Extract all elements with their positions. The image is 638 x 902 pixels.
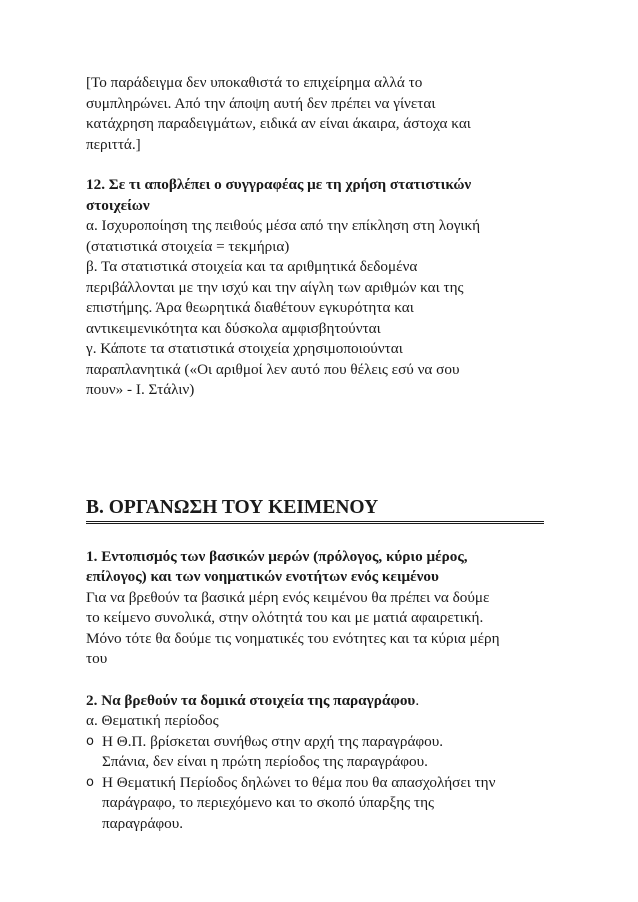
text-line: πουν» - Ι. Στάλιν) — [86, 381, 195, 398]
question-12-title: στοιχείων — [86, 196, 150, 214]
text-line: περιττά.] — [86, 135, 141, 153]
list-item-continuation: παραγράφου. — [102, 814, 184, 832]
list-item-text: Η Θ.Π. βρίσκεται συνήθως στην αρχή της παραγράφου. — [102, 732, 444, 750]
bullet-marker: o — [86, 774, 94, 790]
text-line: Για να βρεθούν τα βασικά μέρη ενός κειμένου θα πρέπει να δούμε — [86, 588, 490, 606]
section-heading: Β. ΟΡΓΑΝΩΣΗ ΤΟΥ ΚΕΙΜΕΝΟΥ — [86, 496, 379, 518]
text-line: (στατιστικά στοιχεία = τεκμήρια) — [86, 237, 290, 255]
list-item — [86, 732, 556, 753]
list-item-continuation: παράγραφο, το περιεχόμενο και το σκοπό ύπαρξης της — [102, 794, 435, 811]
section-heading-block — [86, 496, 556, 526]
question-12-title: 12. Σε τι αποβλέπει ο συγγραφέας με τη χρήση στατιστικών — [86, 176, 472, 193]
text-line: το κείμενο συνολικά, στην ολότητά του και με ματιά αφαιρετική. — [86, 609, 484, 626]
item-1-title: επίλογος) και των νοηματικών ενοτήτων ενός κειμένου — [86, 568, 439, 585]
text-line: Μόνο τότε θα δούμε τις νοηματικές του ενότητες και τα κύρια μέρη — [86, 629, 500, 647]
bullet-list — [86, 732, 556, 835]
text-line: γ. Κάποτε τα στατιστικά στοιχεία χρησιμοποιούνται — [86, 340, 403, 357]
text-line: του — [86, 650, 108, 667]
item-1-title: 1. Εντοπισμός των βασικών μερών (πρόλογος, κύριο μέρος, — [86, 547, 468, 565]
document-page — [86, 73, 556, 834]
item-2 — [86, 691, 556, 835]
item-2-title: 2. Να βρεθούν τα δομικά στοιχεία της παραγράφου — [86, 691, 416, 709]
list-item — [86, 773, 556, 794]
question-12 — [86, 175, 556, 401]
list-item-continuation: Σπάνια, δεν είναι η πρώτη περίοδος της παραγράφου. — [102, 753, 428, 770]
text-line: αντικειμενικότητα και δύσκολα αμφισβητούνται — [86, 319, 381, 337]
item-2-title-suffix: . — [415, 691, 420, 709]
text-line: παραπλανητικά («Οι αριθμοί λεν αυτό που θέλεις εσύ να σου — [86, 360, 460, 378]
item-2-title-line — [86, 691, 556, 712]
text-line: β. Τα στατιστικά στοιχεία και τα αριθμητικά δεδομένα — [86, 258, 418, 275]
text-line: συμπληρώνει. Από την άποψη αυτή δεν πρέπει να γίνεται — [86, 94, 436, 112]
heading-underline — [86, 521, 544, 524]
text-line: επιστήμης. Άρα θεωρητικά διαθέτουν εγκυρότητα και — [86, 299, 414, 316]
bullet-marker: o — [86, 733, 94, 749]
item-2-subheading: α. Θεματική περίοδος — [86, 712, 219, 729]
item-1 — [86, 547, 556, 670]
text-line: α. Ισχυροποίηση της πειθούς μέσα από την επίκληση στη λογική — [86, 217, 481, 234]
text-line: [Το παράδειγμα δεν υποκαθιστά το επιχείρημα αλλά το — [86, 74, 423, 91]
text-line: κατάχρηση παραδειγμάτων, ειδικά αν είναι άκαιρα, άστοχα και — [86, 115, 471, 132]
text-line: περιβάλλονται με την ισχύ και την αίγλη των αριθμών και της — [86, 278, 464, 296]
list-item-text: Η Θεματική Περίοδος δηλώνει το θέμα που θα απασχολήσει την — [102, 773, 496, 791]
example-note-paragraph — [86, 73, 556, 155]
